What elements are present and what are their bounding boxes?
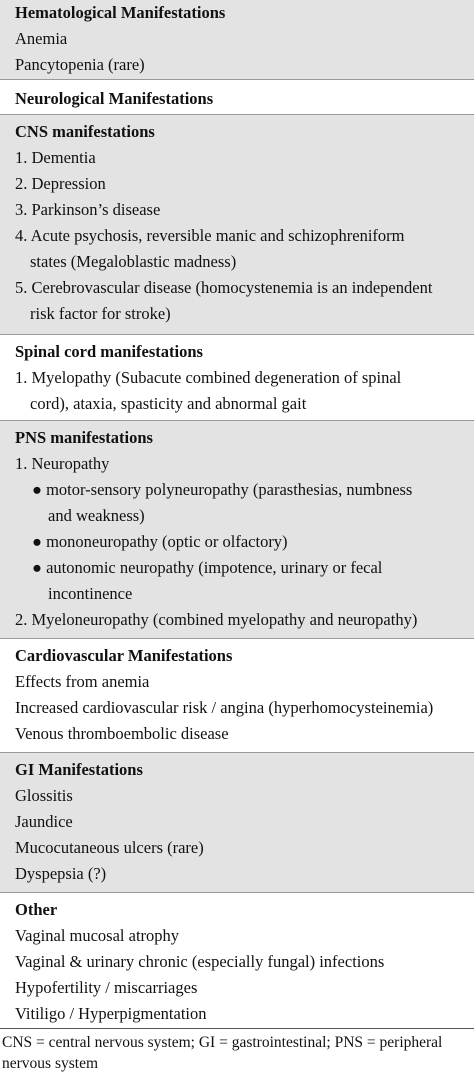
list-item: Effects from anemia: [15, 672, 150, 691]
section-neurological: [0, 80, 474, 115]
section-other: [0, 893, 474, 1028]
list-item: Hypofertility / miscarriages: [15, 978, 198, 997]
list-item: Venous thromboembolic disease: [15, 724, 229, 743]
bullet-item-continuation: incontinence: [48, 584, 133, 603]
section-heading: Spinal cord manifestations: [15, 342, 203, 361]
list-item-continuation: cord), ataxia, spasticity and abnormal gait: [30, 394, 307, 413]
list-item: Mucocutaneous ulcers (rare): [15, 838, 204, 857]
section-cardiovascular: [0, 639, 474, 753]
section-heading: Other: [15, 900, 58, 919]
section-heading: Cardiovascular Manifestations: [15, 646, 233, 665]
list-item: Glossitis: [15, 786, 73, 805]
list-item-continuation: risk factor for stroke): [30, 304, 171, 323]
section-cns: [0, 115, 474, 335]
list-item: Dyspepsia (?): [15, 864, 107, 883]
list-item: 5. Cerebrovascular disease (homocystenemia is an independent: [15, 278, 433, 297]
list-item: 4. Acute psychosis, reversible manic and schizophreniform: [15, 226, 405, 245]
section-spinal-cord: [0, 335, 474, 421]
list-item-continuation: states (Megaloblastic madness): [30, 252, 237, 271]
list-item: 1. Neuropathy: [15, 454, 110, 473]
section-pns: [0, 421, 474, 639]
list-item: Increased cardiovascular risk / angina (hyperhomocysteinemia): [15, 698, 434, 717]
list-item: 1. Myelopathy (Subacute combined degeneration of spinal: [15, 368, 402, 387]
bullet-item: ● mononeuropathy (optic or olfactory): [32, 532, 288, 551]
bullet-item: ● motor-sensory polyneuropathy (parasthesias, numbness: [32, 480, 413, 499]
section-heading: GI Manifestations: [15, 760, 143, 779]
section-heading: CNS manifestations: [15, 122, 155, 141]
list-item: Pancytopenia (rare): [15, 55, 145, 74]
list-item: 2. Depression: [15, 174, 106, 193]
list-item: Vaginal & urinary chronic (especially fungal) infections: [15, 952, 385, 971]
list-item: 3. Parkinson’s disease: [15, 200, 161, 219]
list-item: Vitiligo / Hyperpigmentation: [15, 1004, 207, 1023]
bullet-item-continuation: and weakness): [48, 506, 145, 525]
list-item: Jaundice: [15, 812, 73, 831]
list-item: Anemia: [15, 29, 68, 48]
section-hematological: [0, 0, 474, 80]
table-footnote: [0, 1028, 474, 1078]
section-gi: [0, 753, 474, 893]
bullet-item: ● autonomic neuropathy (impotence, urinary or fecal: [32, 558, 383, 577]
section-heading: PNS manifestations: [15, 428, 153, 447]
footnote-line: CNS = central nervous system; GI = gastrointestinal; PNS = peripheral: [2, 1034, 443, 1051]
section-heading: Neurological Manifestations: [15, 89, 214, 108]
footnote-line: nervous system: [2, 1055, 99, 1072]
list-item: 2. Myeloneuropathy (combined myelopathy and neuropathy): [15, 610, 418, 629]
list-item: Vaginal mucosal atrophy: [15, 926, 180, 945]
section-heading: Hematological Manifestations: [15, 3, 226, 22]
list-item: 1. Dementia: [15, 148, 96, 167]
